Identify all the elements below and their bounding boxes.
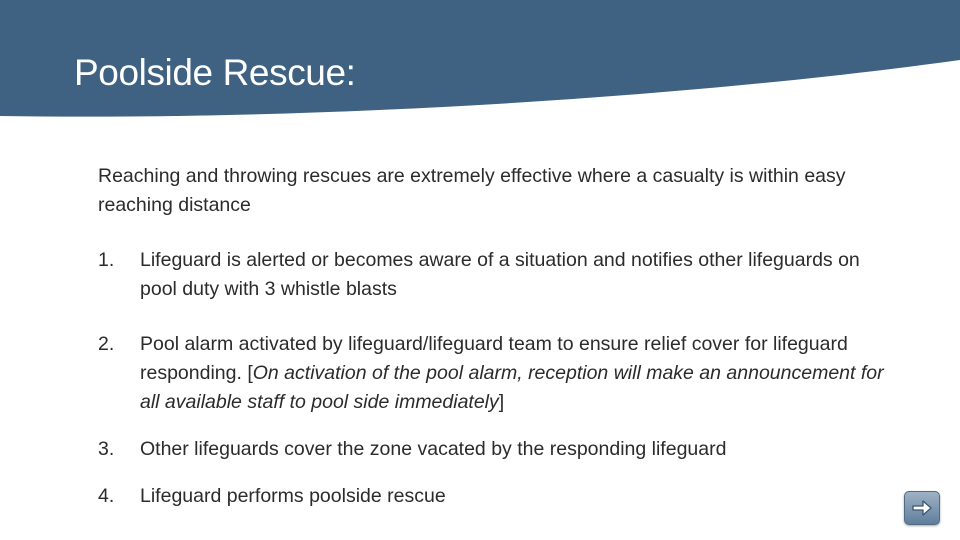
- step-text: Lifeguard performs poolside rescue: [140, 485, 446, 507]
- step-text: Lifeguard is alerted or becomes aware of a situation and notifies other lifeguards on pool duty with 3 whistle blasts: [140, 249, 860, 300]
- slide-content: [98, 162, 888, 511]
- rescue-steps-list: [98, 246, 888, 511]
- list-item: [98, 482, 888, 511]
- list-item: [98, 330, 888, 417]
- step-number: 3.: [98, 438, 115, 460]
- step-text-end: ]: [498, 391, 505, 413]
- step-note: On activation of the pool alarm, reception will make an announcement for all available staff to pool side immediately: [140, 362, 884, 413]
- slide-title: Poolside Rescue:: [74, 52, 356, 93]
- step-text: Pool alarm activated by lifeguard/lifeguard team to ensure relief cover for lifeguard responding. [: [140, 333, 848, 384]
- next-slide-button[interactable]: [904, 491, 940, 525]
- list-item: [98, 246, 888, 304]
- list-item: [98, 435, 888, 464]
- step-number: 1.: [98, 249, 115, 271]
- arrow-right-icon: [910, 496, 934, 520]
- intro-paragraph: Reaching and throwing rescues are extremely effective where a casualty is within easy reaching distance: [98, 165, 846, 216]
- step-number: 4.: [98, 485, 115, 507]
- step-number: 2.: [98, 333, 115, 355]
- step-text: Other lifeguards cover the zone vacated by the responding lifeguard: [140, 438, 727, 460]
